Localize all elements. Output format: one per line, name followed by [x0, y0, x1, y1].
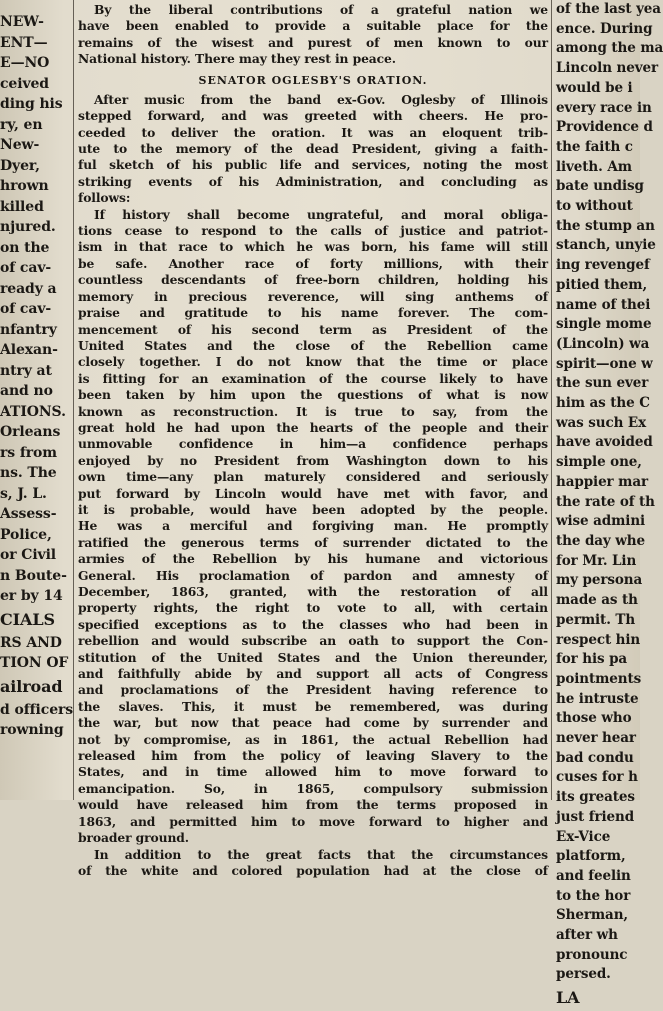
text-line: njured. — [0, 219, 56, 235]
text-line: RS AND — [0, 634, 62, 651]
text-line: not by compromise, as in 1861, the actual Rebellion had — [78, 731, 548, 747]
text-line: happier mar — [556, 473, 649, 490]
text-line: E—NO — [0, 55, 50, 71]
text-line: LA — [556, 988, 580, 1008]
text-line: the sun ever — [556, 375, 649, 392]
text-line: is fitting for an examination of the course likely to have — [78, 370, 548, 386]
text-line: permit. Th — [556, 611, 636, 628]
text-line: killed — [0, 198, 44, 215]
text-line: broader ground. — [78, 830, 189, 846]
text-line: have avoided — [556, 434, 653, 451]
text-line: Lincoln never — [556, 60, 658, 77]
text-line: made as th — [556, 592, 638, 609]
text-line: platform, — [556, 848, 626, 865]
text-line: the stump an — [556, 217, 655, 234]
text-line: rowning — [0, 722, 64, 738]
text-line: and feelin — [556, 867, 631, 884]
text-line: armies of the Rebellion by his humane and victorious — [78, 551, 548, 567]
text-line: ding his — [0, 96, 63, 112]
text-line: stepped forward, and was greeted with cheers. He pro- — [78, 108, 548, 124]
text-line: pointments — [556, 670, 642, 687]
text-line: ailroad — [0, 676, 63, 696]
text-line: be safe. Another race of forty millions, with their — [78, 255, 548, 271]
text-line: and no — [0, 383, 53, 399]
text-line: specified exceptions as to the classes who had been in — [78, 616, 548, 632]
text-line: hrown — [0, 178, 49, 194]
text-line: of cav- — [0, 301, 52, 317]
text-line: praise and gratitude to his name forever. The com- — [78, 305, 548, 321]
text-line: memory in precious reverence, will sing anthems of — [78, 288, 548, 304]
text-line: the slaves. This, it must be remembered, was during — [78, 698, 548, 714]
text-line: wise admini — [556, 513, 646, 530]
section-heading: SENATOR OGLESBY'S ORATION. — [198, 73, 428, 87]
text-line: to the hor — [556, 887, 631, 904]
text-line: simple one, — [556, 454, 642, 471]
text-line: for his pa — [556, 651, 628, 668]
text-line: stanch, unyie — [556, 237, 656, 254]
text-line: name of thei — [556, 296, 651, 313]
text-line: countless descendants of free-born children, holding his — [78, 272, 548, 288]
text-line: its greates — [556, 789, 635, 806]
text-line: ceeded to deliver the oration. It was an eloquent trib- — [78, 124, 548, 140]
text-line: ry, en — [0, 116, 43, 133]
text-line: New- — [0, 137, 40, 153]
text-line: those who — [556, 710, 632, 727]
text-line: December, 1863, granted, with the restoration of all — [78, 584, 548, 600]
text-line: ntry at — [0, 362, 52, 379]
text-line: TION OF — [0, 655, 69, 671]
text-line: rs from — [0, 444, 57, 461]
text-line: ism in that race to which he was born, his fame will still — [78, 239, 548, 255]
left-column — [0, 0, 74, 800]
text-line: closely together. I do not know that the time or place — [78, 354, 548, 370]
text-line: rebellion and would subscribe an oath to support the Con- — [78, 633, 548, 649]
text-line: tions cease to respond to the calls of justice and patriot- — [78, 223, 548, 239]
text-line: CIALS — [0, 609, 55, 629]
text-line: known as reconstruction. It is true to say, from the — [78, 403, 548, 419]
text-line: put forward by Lincoln would have met with favor, and — [78, 485, 548, 501]
text-line: nfantry — [0, 321, 57, 338]
text-line: the war, but now that peace had come by surrender and — [78, 715, 548, 731]
text-line: to without — [556, 198, 633, 215]
text-line: remains of the wisest and purest of men known to our — [78, 34, 548, 50]
text-line: Sherman, — [556, 907, 629, 924]
text-line: was such Ex — [556, 414, 647, 431]
text-line: would be i — [556, 79, 633, 96]
text-line: it is probable, would have been adopted by the people. — [78, 501, 548, 517]
text-line: National history. There may they rest in peace. — [78, 51, 396, 67]
text-line: States, and in time allowed him to move forward to — [78, 764, 548, 780]
text-line: of the white and colored population had at the close of — [78, 862, 548, 878]
text-line: stitution of the United States and the Union thereunder, — [78, 649, 548, 665]
text-line: the day whe — [556, 532, 645, 549]
text-line: Dyer, — [0, 157, 40, 174]
text-line: Orleans — [0, 424, 61, 440]
text-line: cuses for h — [556, 769, 638, 786]
text-line: striking events of his Administration, and concluding as — [78, 173, 548, 189]
text-line: pitied them, — [556, 276, 648, 293]
text-line: Assess- — [0, 506, 57, 522]
column-rule — [73, 0, 74, 800]
column-rule — [551, 0, 552, 800]
text-line: enjoyed by no President from Washington down to his — [78, 452, 548, 468]
text-line: own time—any plan maturely considered and seriously — [78, 469, 548, 485]
text-line: of cav- — [0, 260, 52, 276]
text-line: United States and the close of the Rebellion came — [78, 337, 548, 353]
text-line: mencement of his second term as President of the — [78, 321, 548, 337]
text-line: him as the C — [556, 395, 650, 412]
text-line: respect hin — [556, 631, 641, 648]
text-line: or Civil — [0, 547, 57, 563]
text-line: ceived — [0, 75, 49, 92]
text-line: er by 14 — [0, 588, 63, 604]
text-line: Ex-Vice — [556, 828, 611, 845]
text-line: liveth. Am — [556, 158, 632, 175]
text-line: ENT— — [0, 34, 48, 51]
text-line: every race in — [556, 99, 652, 116]
text-line: In addition to the great facts that the circumstances — [94, 846, 548, 862]
text-line: pronounc — [556, 946, 628, 963]
text-line: ns. The — [0, 465, 57, 481]
text-line: property rights, the right to vote to all, with certain — [78, 600, 548, 616]
text-line: great hold he had upon the hearts of the people and their — [78, 419, 548, 435]
text-line: He was a merciful and forgiving man. He promptly — [78, 518, 548, 534]
text-line: If history shall become ungrateful, and moral obliga- — [94, 206, 548, 222]
text-line: released him from the policy of leaving Slavery to the — [78, 748, 548, 764]
text-line: would have released him from the terms proposed in — [78, 797, 548, 813]
text-line: ence. During — [556, 20, 653, 37]
text-line: NEW- — [0, 14, 44, 30]
text-line: my persona — [556, 572, 643, 589]
text-line: the rate of th — [556, 493, 655, 510]
text-line: persed. — [556, 966, 611, 983]
text-line: among the ma — [556, 40, 663, 57]
text-line: General. His proclamation of pardon and amnesty of — [78, 567, 548, 583]
text-line: (Lincoln) wa — [556, 335, 650, 352]
text-line: ATIONS. — [0, 403, 66, 420]
text-line: Alexan- — [0, 342, 58, 358]
text-line: bate undisg — [556, 178, 644, 195]
text-line: 1863, and permitted him to move forward to higher and — [78, 813, 548, 829]
text-line: and proclamations of the President having reference to — [78, 682, 548, 698]
text-line: Providence d — [556, 119, 653, 136]
text-line: never hear — [556, 730, 636, 747]
text-line: By the liberal contributions of a grateful nation we — [94, 2, 548, 17]
text-line: ful sketch of his public life and services, noting the most — [78, 157, 548, 173]
text-line: and faithfully abide by and support all acts of Congress — [78, 666, 548, 682]
text-line: just friend — [556, 808, 635, 825]
text-line: d officers — [0, 701, 74, 718]
text-line: after wh — [556, 927, 618, 944]
text-line: spirit—one w — [556, 355, 653, 372]
text-line: ready a — [0, 280, 57, 297]
text-line: Police, — [0, 526, 52, 543]
text-line: for Mr. Lin — [556, 552, 637, 569]
text-line: emancipation. So, in 1865, compulsory submission — [78, 780, 548, 796]
text-line: he intruste — [556, 690, 639, 707]
text-line: been taken by him upon the questions of what is now — [78, 387, 548, 403]
right-column — [556, 0, 663, 1008]
text-line: ute to the memory of the dead President, giving a faith- — [78, 141, 548, 157]
center-column — [78, 0, 548, 878]
text-line: bad condu — [556, 749, 634, 766]
text-line: of the last yea — [556, 1, 661, 17]
text-line: ing revengef — [556, 257, 650, 274]
text-line: n Boute- — [0, 567, 67, 584]
text-line: have been enabled to provide a suitable place for the — [78, 18, 548, 34]
text-line: on the — [0, 239, 50, 256]
text-line: single mome — [556, 316, 652, 333]
text-line: ratified the generous terms of surrender dictated to the — [78, 534, 548, 550]
text-line: unmovable confidence in him—a confidence perhaps — [78, 436, 548, 452]
text-line: s, J. L. — [0, 485, 47, 502]
text-line: the faith c — [556, 138, 633, 155]
text-line: follows: — [78, 190, 131, 206]
text-line: After music from the band ex-Gov. Oglesby of Illinois — [94, 91, 548, 107]
